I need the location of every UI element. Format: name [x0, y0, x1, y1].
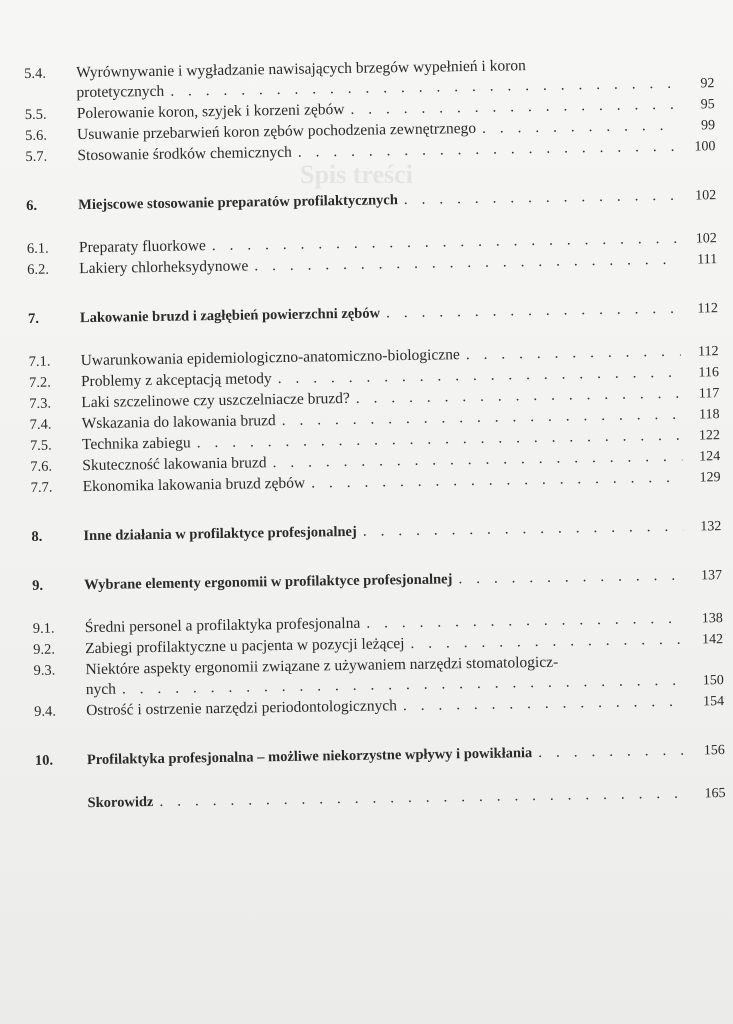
toc-entry-number: 10. — [34, 752, 54, 769]
toc-entry-number: 8. — [31, 528, 43, 545]
toc-entry-page-number: 124 — [699, 449, 721, 465]
dot-leader — [386, 299, 680, 324]
dot-leader — [363, 517, 684, 542]
toc-entry-number: 5.4. — [24, 65, 47, 82]
toc-entry-number: 7.1. — [28, 353, 51, 370]
toc-entry-title: Wskazania do lakowania bruzd — [81, 412, 276, 433]
toc-entry-page-number: 122 — [698, 428, 721, 444]
toc-entry-number: 6. — [26, 197, 38, 214]
toc-entry-page-number: 154 — [702, 694, 725, 710]
toc-entry-page-number: 137 — [701, 568, 723, 584]
toc-entry-number: 7.6. — [30, 458, 53, 475]
toc-entry-page-number: 112 — [698, 344, 719, 360]
toc-entry-title: Laki szczelinowe czy uszczelniacze bruzd? — [81, 389, 350, 412]
toc-entry-title: Lakowanie bruzd i zagłębień powierzchni zębów — [79, 305, 381, 327]
toc-entry-title: Polerowanie koron, szyjek i korzeni zębów — [76, 100, 345, 123]
toc-entry-page-number: 165 — [704, 786, 726, 802]
toc-entry-title: Inne działania w profilaktyce profesjonalnej — [83, 523, 357, 545]
dot-leader — [538, 741, 687, 763]
toc-entry-title: Ostrość i ostrzenie narzędzi periodontologicznych — [86, 697, 398, 720]
toc-entry-number: 9. — [32, 577, 44, 594]
toc-entry-title-continued: nych — [85, 680, 117, 699]
toc-entry-page-number: 95 — [700, 97, 715, 113]
toc-entry-page-number: 99 — [700, 118, 716, 134]
toc-entry-page-number: 117 — [698, 386, 720, 402]
bleed-through-heading: Spis treści — [300, 160, 413, 189]
toc-entry-page-number: 116 — [698, 365, 720, 381]
toc-entry-page-number: 100 — [694, 139, 716, 155]
toc-entry-title: Niektóre aspekty ergonomii związane z używaniem narzędzi stomatologicz- — [85, 653, 559, 679]
toc-entry-page-number: 132 — [700, 519, 722, 535]
dot-leader — [466, 342, 681, 365]
toc-entry-title: Technika zabiegu — [81, 434, 191, 454]
toc-entry-number: 9.4. — [34, 703, 57, 720]
toc-entry-page-number: 142 — [702, 632, 724, 648]
table-of-contents — [24, 53, 726, 815]
toc-entry-title: Lakiery chlorheksydynowe — [79, 257, 249, 278]
toc-entry-number: 6.2. — [27, 261, 50, 278]
toc-entry-page-number: 102 — [695, 188, 717, 204]
toc-entry-title: Wybrane elementy ergonomii w profilaktyce profesjonalnej — [84, 571, 453, 594]
toc-entry-number: 9.2. — [33, 641, 56, 658]
toc-entry-number: 9.3. — [33, 662, 56, 679]
toc-entry-title: Miejscowe stosowanie preparatów profilaktycznych — [78, 192, 398, 214]
toc-entry-title: Skuteczność lakowania bruzd — [82, 454, 267, 475]
toc-entry-number: 5.6. — [25, 127, 48, 144]
toc-entry-number: 5.7. — [25, 148, 48, 165]
toc-entry-page-number: 112 — [697, 301, 719, 317]
toc-entry-number: 7.2. — [28, 374, 51, 391]
toc-entry-title: Problemy z akceptacją metody — [80, 370, 272, 391]
toc-entry-title: Zabiegi profilaktyczne u pacjenta w pozycji leżącej — [85, 635, 405, 658]
dot-leader — [458, 566, 684, 590]
toc-entry-page-number: 111 — [697, 252, 718, 268]
toc-entry-number: 7. — [27, 310, 40, 327]
toc-entry-title-continued: protetycznych — [76, 82, 165, 102]
toc-entry-title: Profilaktyka profesjonalna – możliwe niekorzystne wpływy i powikłania — [86, 745, 533, 769]
toc-entry-number: 7.7. — [30, 479, 53, 496]
dot-leader — [404, 186, 679, 210]
toc-entry-number: 5.5. — [24, 106, 47, 123]
toc-entry-page-number: 92 — [700, 76, 715, 92]
dot-leader — [403, 692, 687, 716]
toc-entry-number: 7.4. — [29, 416, 52, 433]
toc-entry-page-number: 129 — [699, 470, 721, 486]
toc-entry-number: 9.1. — [32, 620, 55, 637]
toc-entry-page-number: 150 — [702, 673, 724, 689]
toc-entry-number — [36, 807, 88, 808]
toc-entry-number: 7.3. — [29, 395, 52, 412]
toc-entry-title: Preparaty fluorkowe — [78, 237, 206, 257]
toc-entry-page-number: 102 — [695, 231, 717, 247]
toc-entry-title: Średni personel a profilaktyka profesjonalna — [84, 614, 361, 637]
toc-entry-page-number: 138 — [701, 611, 723, 627]
toc-entry-title: Uwarunkowania epidemiologiczno-anatomiczno-biologiczne — [80, 346, 460, 370]
toc-entry-page-number: 156 — [703, 743, 725, 759]
toc-entry-title: Skorowidz — [87, 794, 154, 812]
toc-entry-number: 7.5. — [29, 437, 52, 454]
dot-leader — [482, 116, 677, 139]
toc-entry-title: Usuwanie przebarwień koron zębów pochodzenia zewnętrznego — [76, 119, 477, 144]
toc-entry-title: Wyrównywanie i wygładzanie nawisających brzegów wypełnień i koron — [76, 57, 526, 82]
toc-entry-title: Ekonomika lakowania bruzd zębów — [82, 474, 306, 496]
toc-entry-number: 6.1. — [26, 240, 49, 257]
toc-entry-page-number: 118 — [698, 407, 720, 423]
toc-entry-title: Stosowanie środków chemicznych — [77, 143, 292, 165]
